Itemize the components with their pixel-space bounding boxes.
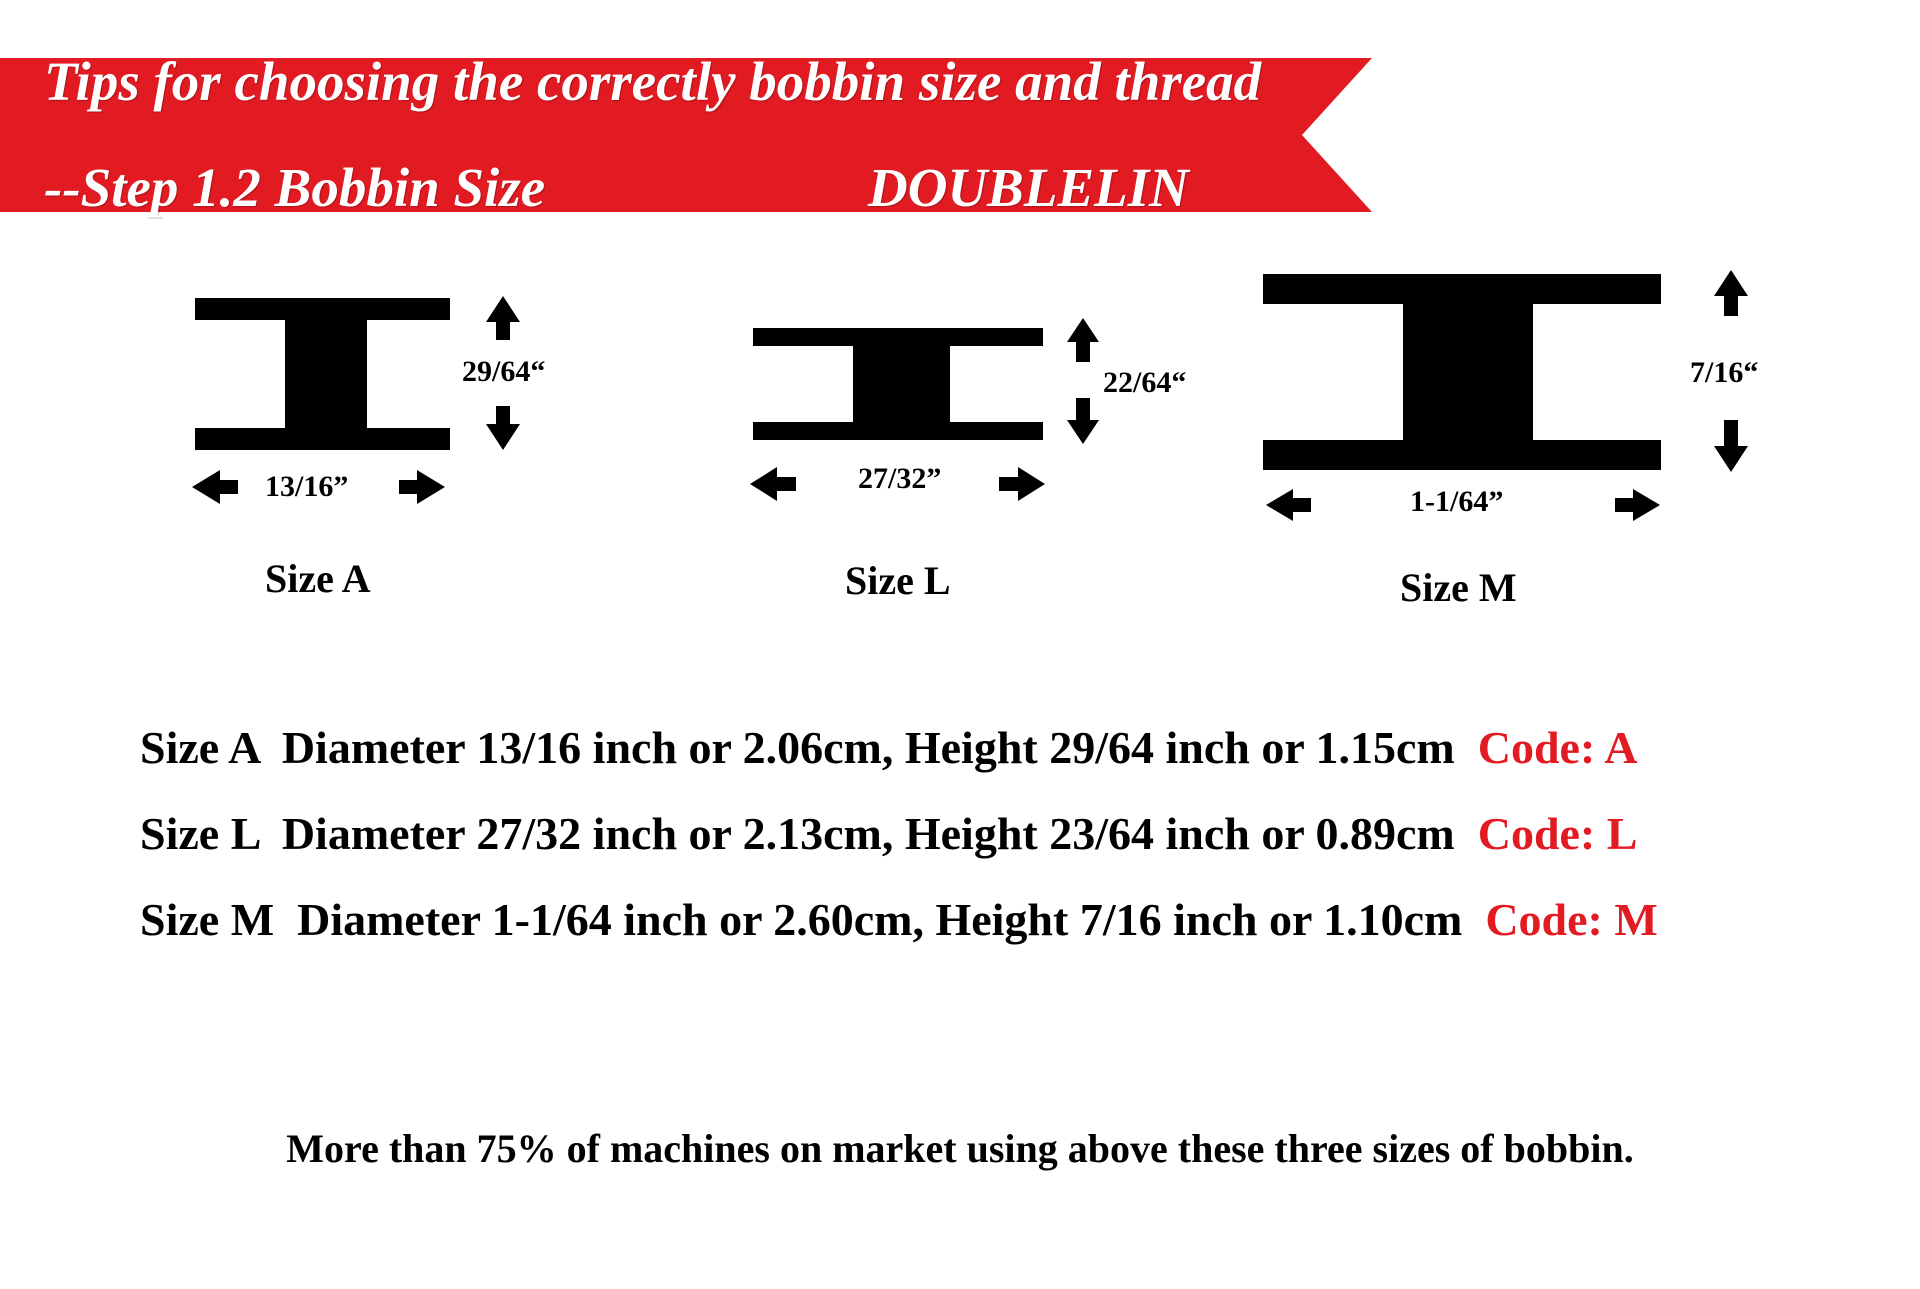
arrow-down-icon	[1714, 420, 1748, 472]
bobbin-m-width-label: 1-1/64”	[1410, 485, 1504, 518]
bobbin-m-name: Size M	[1400, 565, 1517, 610]
arrow-down-icon	[486, 406, 520, 450]
spec-text: Size L Diameter 27/32 inch or 2.13cm, Height 23/64 inch or 0.89cm	[140, 808, 1478, 859]
arrow-left-icon	[750, 467, 796, 501]
spec-row-size-m	[140, 877, 1658, 963]
brand-name: DOUBLELIN	[868, 157, 1189, 218]
size-spec-list	[140, 705, 1658, 963]
arrow-right-icon	[1615, 489, 1660, 521]
bobbin-m-height-label: 7/16“	[1690, 356, 1759, 389]
arrow-right-icon	[399, 470, 445, 504]
arrow-left-icon	[1266, 489, 1311, 521]
bobbin-l-width-label: 27/32”	[858, 462, 942, 495]
arrow-up-icon	[486, 296, 520, 340]
spec-code: Code: M	[1485, 894, 1658, 945]
footnote: More than 75% of machines on market using above these three sizes of bobbin.	[286, 1126, 1634, 1171]
bobbin-l-name: Size L	[845, 558, 951, 603]
bobbin-a-name: Size A	[265, 556, 371, 601]
spec-row-size-a	[140, 705, 1658, 791]
spec-row-size-l	[140, 791, 1658, 877]
bobbin-a-width-label: 13/16”	[265, 470, 349, 503]
spec-text: Size M Diameter 1-1/64 inch or 2.60cm, Height 7/16 inch or 1.10cm	[140, 894, 1486, 945]
spec-code: Code: L	[1477, 808, 1638, 859]
spec-text: Size A Diameter 13/16 inch or 2.06cm, Height 29/64 inch or 1.15cm	[140, 722, 1478, 773]
bobbin-a-shape	[195, 298, 450, 450]
spec-code: Code: A	[1477, 722, 1638, 773]
bobbin-m-shape	[1263, 274, 1661, 470]
arrow-right-icon	[999, 467, 1045, 501]
title-banner	[0, 0, 1920, 240]
banner-step-label: --Step 1.2 Bobbin Size	[44, 157, 546, 218]
arrow-left-icon	[192, 470, 238, 504]
bobbin-a-height-label: 29/64“	[462, 355, 546, 388]
arrow-up-icon	[1067, 318, 1099, 362]
arrow-down-icon	[1067, 398, 1099, 444]
banner-title: Tips for choosing the correctly bobbin size and thread	[44, 51, 1262, 112]
arrow-up-icon	[1714, 270, 1748, 316]
bobbin-l-shape	[753, 328, 1043, 440]
bobbin-l-height-label: 22/64“	[1103, 366, 1187, 399]
